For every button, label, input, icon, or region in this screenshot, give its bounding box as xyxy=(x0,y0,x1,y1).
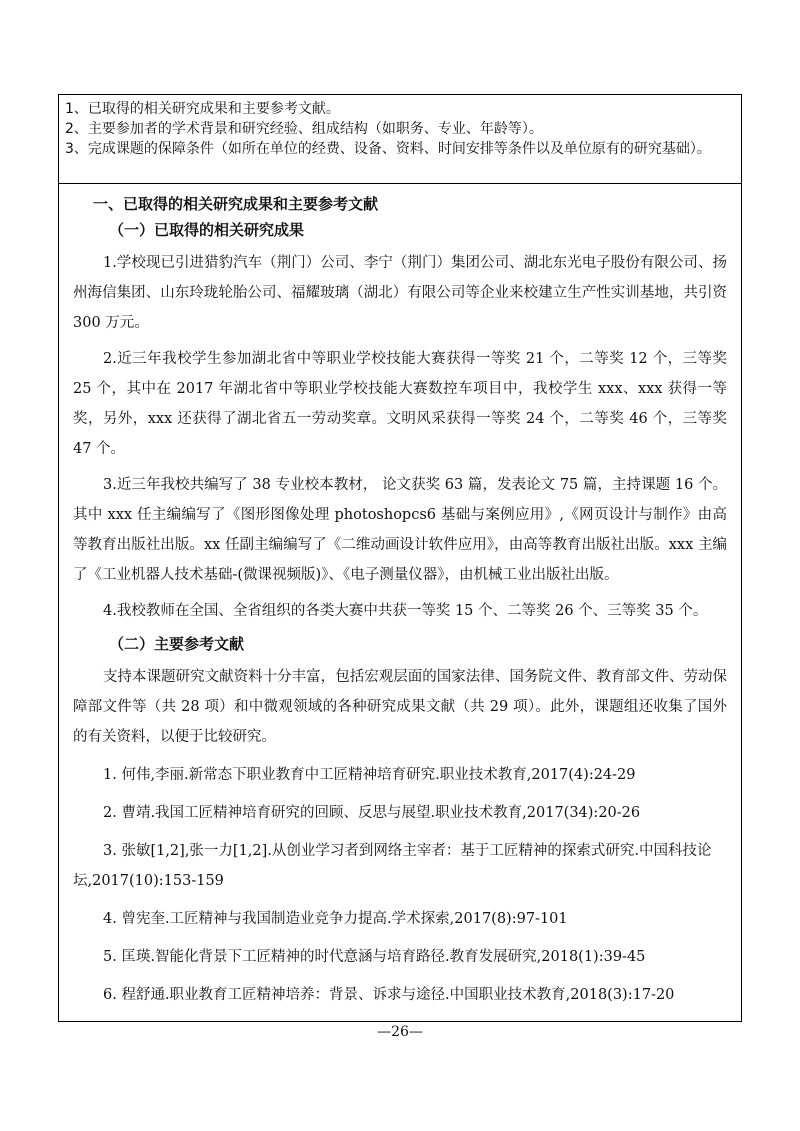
result-item: 1.学校现已引进猎豹汽车（荆门）公司、李宁（荆门）集团公司、湖北东光电子股份有限公司、扬州海信集团、山东玲珑轮胎公司、福耀玻璃（湖北）有限公司等企业来校建立生产性实训基地，共引资 300 万元。 xyxy=(73,255,727,331)
references-intro: 支持本课题研究文献资料十分丰富，包括宏观层面的国家法律、国务院文件、教育部文件、劳动保障部文件等（共 28 项）和中微观领域的各种研究成果文献（共 29 项）。此外，课题组还收集了国外的有关资料，以便于比较研究。 xyxy=(73,669,727,745)
reference-item: 3. 张敏[1,2],张一力[1,2].从创业学习者到网络主宰者：基于工匠精神的探索式研究.中国科技论坛,2017(10):153-159 xyxy=(73,843,712,889)
page-number: —26— xyxy=(377,1024,423,1040)
reference-item: 2. 曹靖.我国工匠精神培育研究的回顾、反思与展望.职业技术教育,2017(34):20-26 xyxy=(103,805,641,821)
section-heading: 一、已取得的相关研究成果和主要参考文献 xyxy=(93,195,379,213)
subsection-heading-references: （二）主要参考文献 xyxy=(109,635,245,653)
instructions-box xyxy=(59,95,741,184)
instruction-line-1: 1、已取得的相关研究成果和主要参考文献。 xyxy=(65,101,340,117)
reference-item: 1. 何伟,李丽.新常态下职业教育中工匠精神培育研究.职业技术教育,2017(4):24-29 xyxy=(103,767,636,783)
result-item: 3.近三年我校共编写了 38 专业校本教材， 论文获奖 63 篇，发表论文 75 篇，主持课题 16 个。其中 xxx 任主编编写了《图形图像处理 photoshopcs6 基础与案例应用》,《网页设计与制作》由高等教育出版社出版。xx 任副主编编写了《二维动画设计软件应用》，由高等教育出版社出版。xxx 主编了《工业机器人技术基础-(微课视频版)》、《电子测量仪器》，由机械工业出版社出版。 xyxy=(73,477,727,583)
reference-item: 4. 曾宪奎.工匠精神与我国制造业竞争力提高.学术探索,2017(8):97-101 xyxy=(103,911,568,927)
subsection-heading-results: （一）已取得的相关研究成果 xyxy=(109,221,305,239)
instruction-line-2: 2、主要参加者的学术背景和研究经验、组成结构（如职务、专业、年龄等）。 xyxy=(65,121,543,137)
result-item: 4.我校教师在全国、全省组织的各类大赛中共获一等奖 15 个、二等奖 26 个、三等奖 35 个。 xyxy=(103,603,708,619)
content-area xyxy=(59,184,741,1021)
instruction-line-3: 3、完成课题的保障条件（如所在单位的经费、设备、资料、时间安排等条件以及单位原有的研究基础）。 xyxy=(65,141,711,157)
form-table xyxy=(58,94,742,1022)
reference-item: 5. 匡瑛.智能化背景下工匠精神的时代意涵与培育路径.教育发展研究,2018(1):39-45 xyxy=(103,949,646,965)
result-item: 2.近三年我校学生参加湖北省中等职业学校技能大赛获得一等奖 21 个，二等奖 12 个，三等奖 25 个，其中在 2017 年湖北省中等职业学校技能大赛数控车项目中，我校学生 xxx、xxx 获得一等奖，另外，xxx 还获得了湖北省五一劳动奖章。文明风采获得一等奖 24 个，二等奖 46 个，三等奖 47 个。 xyxy=(73,351,727,457)
reference-item: 6. 程舒通.职业教育工匠精神培养：背景、诉求与途径.中国职业技术教育,2018(3):17-20 xyxy=(103,987,675,1003)
